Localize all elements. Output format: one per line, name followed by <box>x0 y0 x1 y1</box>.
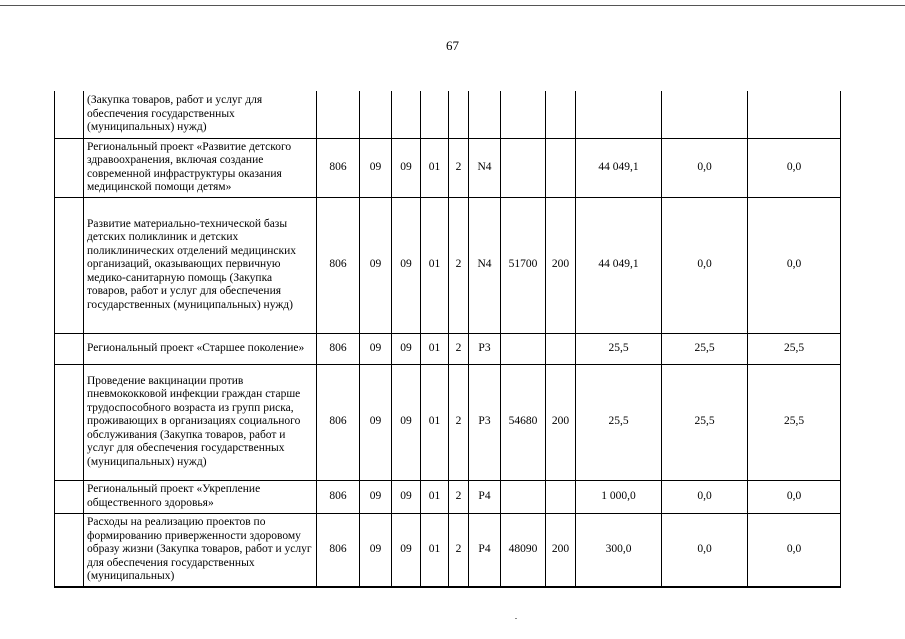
project-cell: P3 <box>469 333 501 364</box>
table-row <box>55 513 841 587</box>
expense-type-cell: 200 <box>546 513 576 587</box>
direction-cell: 54680 <box>501 364 546 480</box>
amount-2-cell: 0,0 <box>662 197 748 333</box>
subprogram-cell: 2 <box>449 364 469 480</box>
direction-cell: 48090 <box>501 513 546 587</box>
table-row <box>55 480 841 513</box>
expense-type-cell <box>546 138 576 197</box>
direction-cell <box>501 91 546 138</box>
project-cell <box>469 91 501 138</box>
expense-type-cell <box>546 91 576 138</box>
project-cell: N4 <box>469 138 501 197</box>
direction-cell <box>501 138 546 197</box>
project-cell: P4 <box>469 480 501 513</box>
amount-2-cell: 0,0 <box>662 138 748 197</box>
page-number: 67 <box>446 38 459 53</box>
row-marker-cell <box>55 91 84 138</box>
expense-type-cell <box>546 480 576 513</box>
subprogram-cell: 2 <box>449 513 469 587</box>
subprogram-cell <box>449 91 469 138</box>
section-cell: 09 <box>360 513 392 587</box>
row-marker-cell <box>55 333 84 364</box>
program-cell: 01 <box>421 138 449 197</box>
subsection-cell: 09 <box>392 333 421 364</box>
amount-1-cell: 25,5 <box>576 333 662 364</box>
row-marker-cell <box>55 513 84 587</box>
table-row <box>55 364 841 480</box>
program-cell: 01 <box>421 364 449 480</box>
description-cell: Развитие материально-технической базы детских поликлиник и детских поликлинических отделений медицинских организаций, оказывающих первичную медико-санитарную помощь (Закупка товаров, работ и услуг для обеспечения государственных (муниципальных) нужд) <box>84 197 317 333</box>
direction-cell <box>501 333 546 364</box>
expense-type-cell: 200 <box>546 364 576 480</box>
project-cell: P3 <box>469 364 501 480</box>
ministry-cell: 806 <box>317 197 360 333</box>
expense-type-cell <box>546 333 576 364</box>
program-cell <box>421 91 449 138</box>
section-cell: 09 <box>360 138 392 197</box>
subprogram-cell: 2 <box>449 480 469 513</box>
program-cell: 01 <box>421 513 449 587</box>
page-top-rule <box>0 5 905 6</box>
direction-cell <box>501 480 546 513</box>
budget-table-body <box>55 91 841 587</box>
amount-3-cell: 0,0 <box>748 197 841 333</box>
amount-1-cell <box>576 91 662 138</box>
subprogram-cell: 2 <box>449 197 469 333</box>
section-cell: 09 <box>360 333 392 364</box>
subsection-cell: 09 <box>392 480 421 513</box>
program-cell: 01 <box>421 480 449 513</box>
program-cell: 01 <box>421 197 449 333</box>
amount-1-cell: 300,0 <box>576 513 662 587</box>
project-cell: N4 <box>469 197 501 333</box>
subprogram-cell: 2 <box>449 333 469 364</box>
project-cell: P4 <box>469 513 501 587</box>
amount-3-cell <box>748 91 841 138</box>
table-row <box>55 197 841 333</box>
program-cell: 01 <box>421 333 449 364</box>
amount-1-cell: 44 049,1 <box>576 197 662 333</box>
direction-cell: 51700 <box>501 197 546 333</box>
expense-type-cell: 200 <box>546 197 576 333</box>
description-cell: Расходы на реализацию проектов по формированию приверженности здоровому образу жизни (Закупка товаров, работ и услуг для обеспечения государственных (муниципальных) <box>84 513 317 587</box>
ministry-cell: 806 <box>317 513 360 587</box>
table-row <box>55 138 841 197</box>
amount-1-cell: 25,5 <box>576 364 662 480</box>
description-cell: Проведение вакцинации против пневмококковой инфекции граждан старше трудоспособного возраста из групп риска, проживающих в организациях социального обслуживания (Закупка товаров, работ и услуг для обеспечения государственных (муниципальных) нужд) <box>84 364 317 480</box>
amount-3-cell: 0,0 <box>748 480 841 513</box>
budget-table <box>54 91 841 588</box>
ministry-cell: 806 <box>317 480 360 513</box>
section-cell: 09 <box>360 480 392 513</box>
amount-1-cell: 1 000,0 <box>576 480 662 513</box>
amount-3-cell: 0,0 <box>748 513 841 587</box>
amount-2-cell: 0,0 <box>662 513 748 587</box>
subsection-cell: 09 <box>392 197 421 333</box>
ministry-cell: 806 <box>317 333 360 364</box>
amount-3-cell: 25,5 <box>748 333 841 364</box>
subprogram-cell: 2 <box>449 138 469 197</box>
row-marker-cell <box>55 138 84 197</box>
description-cell: Региональный проект «Старшее поколение» <box>84 333 317 364</box>
table-row <box>55 333 841 364</box>
table-row <box>55 91 841 138</box>
amount-2-cell: 0,0 <box>662 480 748 513</box>
description-cell: Региональный проект «Укрепление общественного здоровья» <box>84 480 317 513</box>
section-cell: 09 <box>360 364 392 480</box>
subsection-cell <box>392 91 421 138</box>
subsection-cell: 09 <box>392 364 421 480</box>
ministry-cell <box>317 91 360 138</box>
scan-speck <box>515 618 517 619</box>
row-marker-cell <box>55 364 84 480</box>
amount-2-cell <box>662 91 748 138</box>
ministry-cell: 806 <box>317 364 360 480</box>
amount-3-cell: 25,5 <box>748 364 841 480</box>
amount-2-cell: 25,5 <box>662 333 748 364</box>
ministry-cell: 806 <box>317 138 360 197</box>
amount-3-cell: 0,0 <box>748 138 841 197</box>
section-cell <box>360 91 392 138</box>
section-cell: 09 <box>360 197 392 333</box>
amount-1-cell: 44 049,1 <box>576 138 662 197</box>
row-marker-cell <box>55 480 84 513</box>
row-marker-cell <box>55 197 84 333</box>
description-cell: (Закупка товаров, работ и услуг для обеспечения государственных (муниципальных) нужд) <box>84 91 317 138</box>
description-cell: Региональный проект «Развитие детского здравоохранения, включая создание современной инфраструктуры оказания медицинской помощи детям» <box>84 138 317 197</box>
amount-2-cell: 25,5 <box>662 364 748 480</box>
subsection-cell: 09 <box>392 513 421 587</box>
subsection-cell: 09 <box>392 138 421 197</box>
